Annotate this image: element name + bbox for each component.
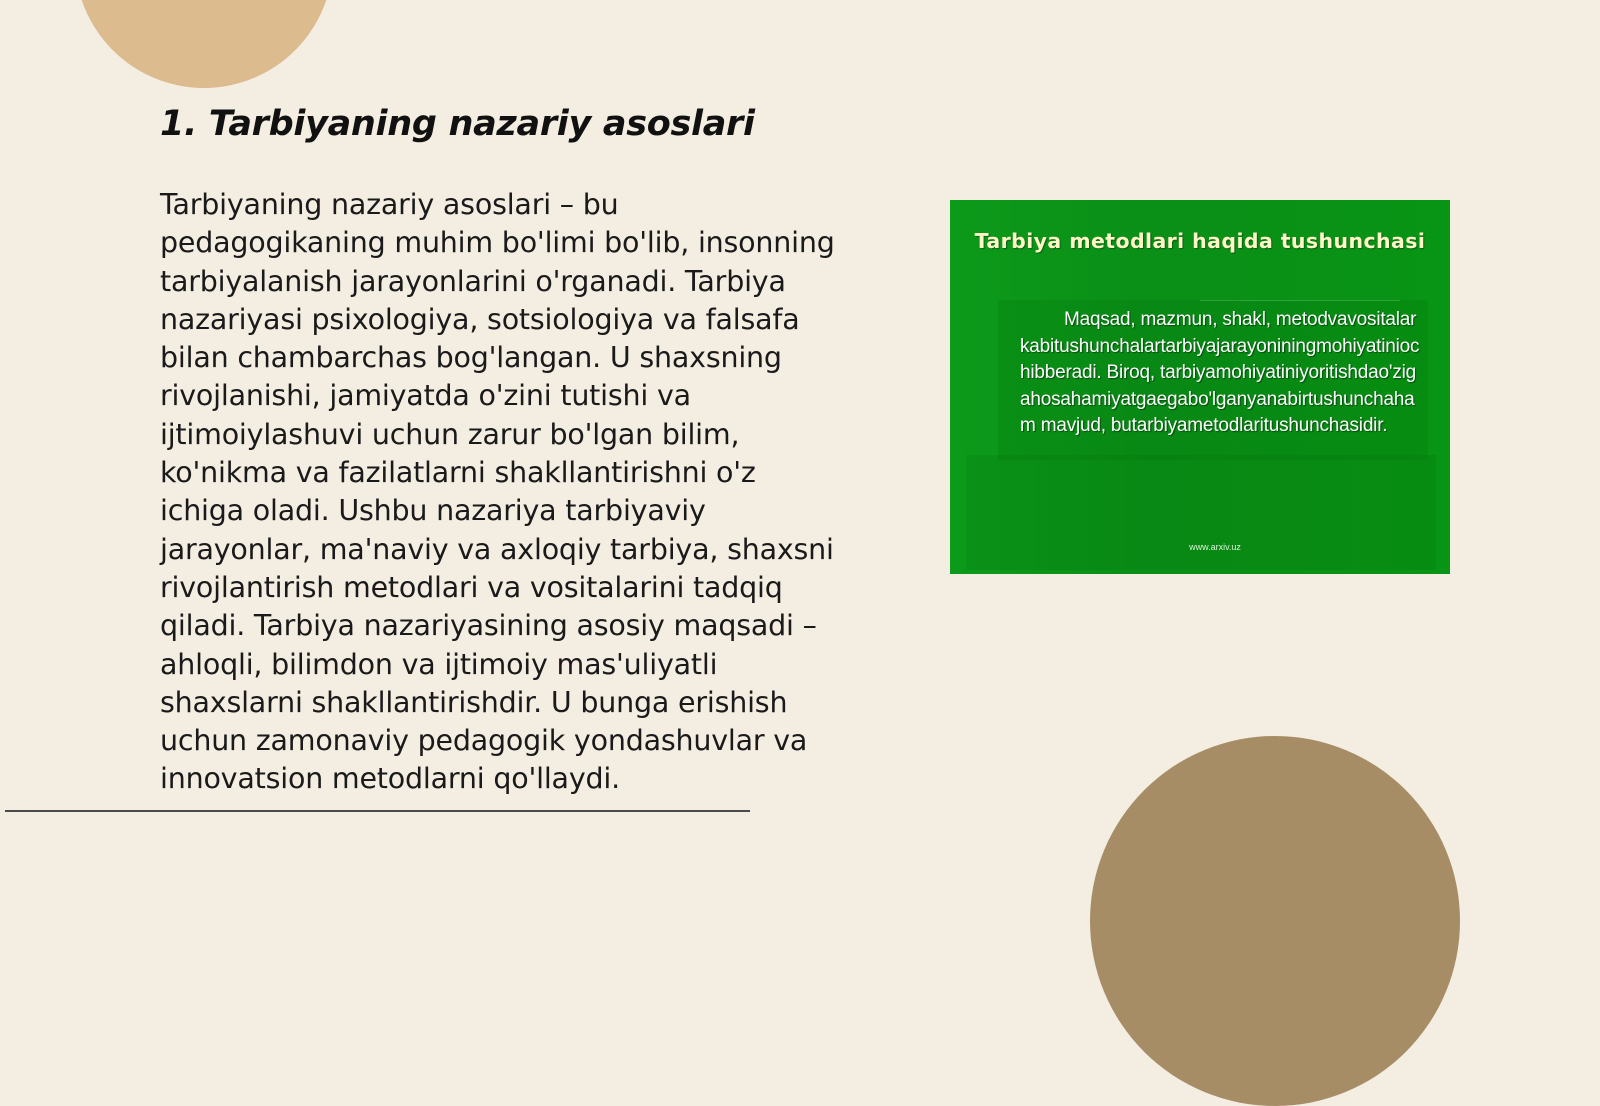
embedded-slide-title: Tarbiya metodlari haqida tushunchasi: [974, 229, 1426, 253]
decorative-circle-bottom: [1090, 736, 1460, 1106]
embedded-slide-body: Maqsad, mazmun, shakl, metodvavositalarkabitushunchalartarbiyajarayoniningmohiyatiniochibberadi. Biroq, tarbiyamohiyatiniyoritishdao'zigahosahamiyatgaegabo'lganyanabirtushunchaham mavjud, butarbiyametodlaritushunchasidir.: [1020, 309, 1420, 437]
slide-body-text: Tarbiyaning nazariy asoslari – bu pedagogikaning muhim bo'limi bo'lib, insonning tarbiyalanish jarayonlarini o'rganadi. Tarbiya nazariyasi psixologiya, sotsiologiya va falsafa bilan chambarchas bog'langan. U shaxsning rivojlanishi, jamiyatda o'zini tutishi va ijtimoiylashuvi uchun zarur bo'lgan bilim, ko'nikma va fazilatlarni shakllantirishni o'z ichiga oladi. Ushbu nazariya tarbiyaviy jarayonlar, ma'naviy va axloqiy tarbiya, shaxsni rivojlantirish metodlari va vositalarini tadqiq qiladi. Tarbiya nazariyasining asosiy maqsadi – ahloqli, bilimdon va ijtimoiy mas'uliyatli shaxslarni shakllantirishdir. U bunga erishish uchun zamonaviy pedagogik yondashuvlar va innovatsion metodlarni qo'llaydi.: [160, 188, 835, 796]
embedded-slide-footer: www.arxiv.uz: [1189, 542, 1241, 552]
embedded-panel-bottom: [966, 455, 1436, 570]
horizontal-rule: [5, 810, 750, 812]
slide-title: 1. Tarbiyaning nazariy asoslari: [160, 104, 755, 144]
decorative-circle-top: [75, 0, 333, 88]
embedded-divider: [1200, 300, 1400, 301]
embedded-slide-image: [950, 200, 1450, 574]
